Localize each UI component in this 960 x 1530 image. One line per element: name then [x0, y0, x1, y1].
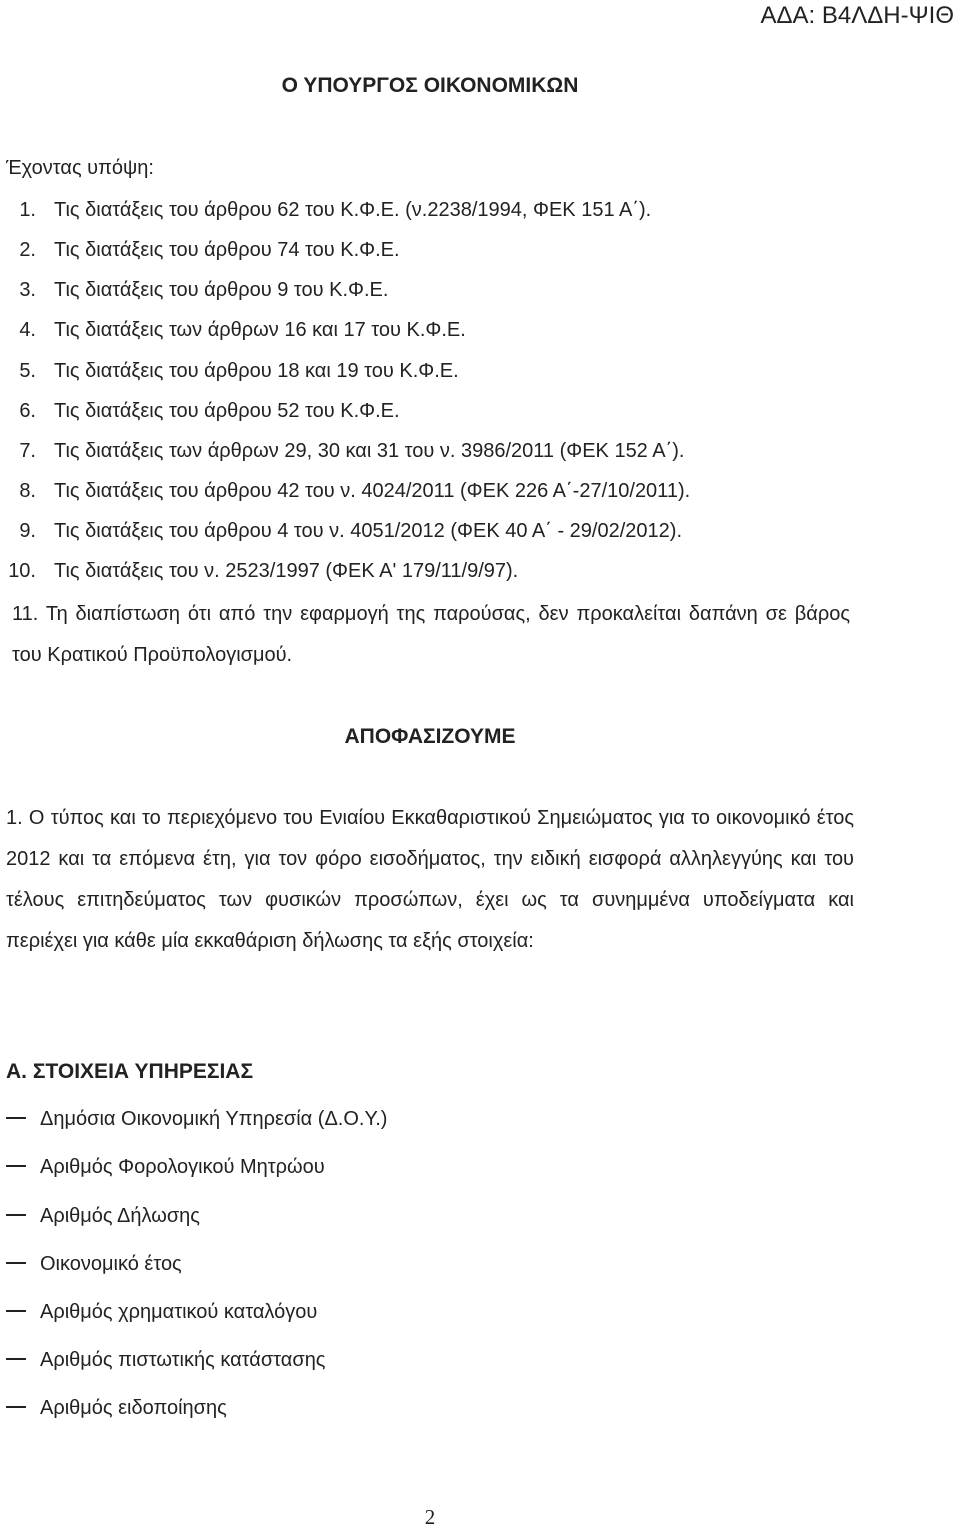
item-text: Τις διατάξεις του άρθρου 4 του ν. 4051/2012 (ΦΕΚ 40 Α΄ - 29/02/2012).: [54, 520, 682, 542]
section-a-heading: Α. ΣΤΟΙΧΕΙΑ ΥΠΗΡΕΣΙΑΣ: [6, 1060, 254, 1083]
item-text: Τις διατάξεις των άρθρων 16 και 17 του Κ.Φ.Ε.: [54, 319, 466, 341]
ada-code: ΑΔΑ: Β4ΛΔΗ-ΨΙΘ: [760, 2, 954, 29]
considering-label: Έχοντας υπόψη:: [6, 157, 154, 179]
dash-bullet: [6, 1262, 26, 1264]
dash-bullet: [6, 1117, 26, 1119]
item-text: Τις διατάξεις του άρθρου 52 του Κ.Φ.Ε.: [54, 400, 400, 422]
dash-bullet: [6, 1358, 26, 1360]
item-text: Οικονομικό έτος: [40, 1253, 182, 1275]
item-text: Τις διατάξεις του άρθρου 42 του ν. 4024/2011 (ΦΕΚ 226 Α΄-27/10/2011).: [54, 480, 691, 502]
article-1-paragraph: 1. Ο τύπος και το περιεχόμενο του Ενιαίου Εκκαθαριστικού Σημειώματος για το οικονομικό έτος 2012 και τα επόμενα έτη, για τον φόρο εισοδήματος, την ειδική εισφορά αλληλεγγύης και του τέλους επιτηδεύματος των φυσικών προσώπων, έχει ως τα συνημμένα υποδείγματα και περιέχει για κάθε μία εκκαθάριση δήλωσης τα εξής στοιχεία:: [6, 807, 854, 952]
section-a-item: [6, 1205, 200, 1228]
section-a-item: [6, 1253, 182, 1276]
item-number: 4.: [19, 319, 36, 341]
dash-bullet: [6, 1310, 26, 1312]
item-number: 10.: [8, 560, 36, 582]
item-number: 3.: [19, 279, 36, 301]
item-text: Αριθμός πιστωτικής κατάστασης: [40, 1349, 326, 1371]
consideration-item-11: 11. Τη διαπίστωση ότι από την εφαρμογή της παρούσας, δεν προκαλείται δαπάνη σε βάρος του Κρατικού Προϋπολογισμού.: [12, 603, 850, 666]
item-text: Αριθμός Φορολογικού Μητρώου: [40, 1156, 325, 1178]
item-number: 1.: [19, 199, 36, 221]
item-text: Δημόσια Οικονομική Υπηρεσία (Δ.Ο.Υ.): [40, 1108, 388, 1130]
section-a-item: [6, 1108, 387, 1131]
item-text: Τις διατάξεις του ν. 2523/1997 (ΦΕΚ Α' 179/11/9/97).: [54, 560, 519, 582]
item-number: 2.: [19, 239, 36, 261]
item-text: Τις διατάξεις του άρθρου 62 του Κ.Φ.Ε. (ν.2238/1994, ΦΕΚ 151 Α΄).: [54, 199, 652, 221]
dash-bullet: [6, 1214, 26, 1216]
item-text: Αριθμός χρηματικού καταλόγου: [40, 1301, 318, 1323]
item-text: Τις διατάξεις του άρθρου 18 και 19 του Κ.Φ.Ε.: [54, 360, 459, 382]
dash-bullet: [6, 1165, 26, 1167]
item-text: Τις διατάξεις του άρθρου 74 του Κ.Φ.Ε.: [54, 239, 400, 261]
section-a-item: [6, 1301, 317, 1324]
section-a-item: [6, 1156, 325, 1179]
item-text: Τις διατάξεις των άρθρων 29, 30 και 31 του ν. 3986/2011 (ΦΕΚ 152 Α΄).: [54, 440, 685, 462]
item-number: 6.: [19, 400, 36, 422]
item-number: 5.: [19, 360, 36, 382]
section-a-item: [6, 1349, 325, 1372]
item-number: 8.: [19, 480, 36, 502]
item-text: Τις διατάξεις του άρθρου 9 του Κ.Φ.Ε.: [54, 279, 389, 301]
document-title: Ο ΥΠΟΥΡΓΟΣ ΟΙΚΟΝΟΜΙΚΩΝ: [281, 74, 579, 97]
item-number: 9.: [19, 520, 36, 542]
page-number: 2: [424, 1505, 436, 1529]
item-text: Αριθμός ειδοποίησης: [40, 1397, 227, 1419]
decision-heading: ΑΠΟΦΑΣΙΖΟΥΜΕ: [344, 725, 516, 748]
item-text: Αριθμός Δήλωσης: [40, 1205, 200, 1227]
item-number: 7.: [19, 440, 36, 462]
section-a-item: [6, 1397, 227, 1420]
dash-bullet: [6, 1406, 26, 1408]
